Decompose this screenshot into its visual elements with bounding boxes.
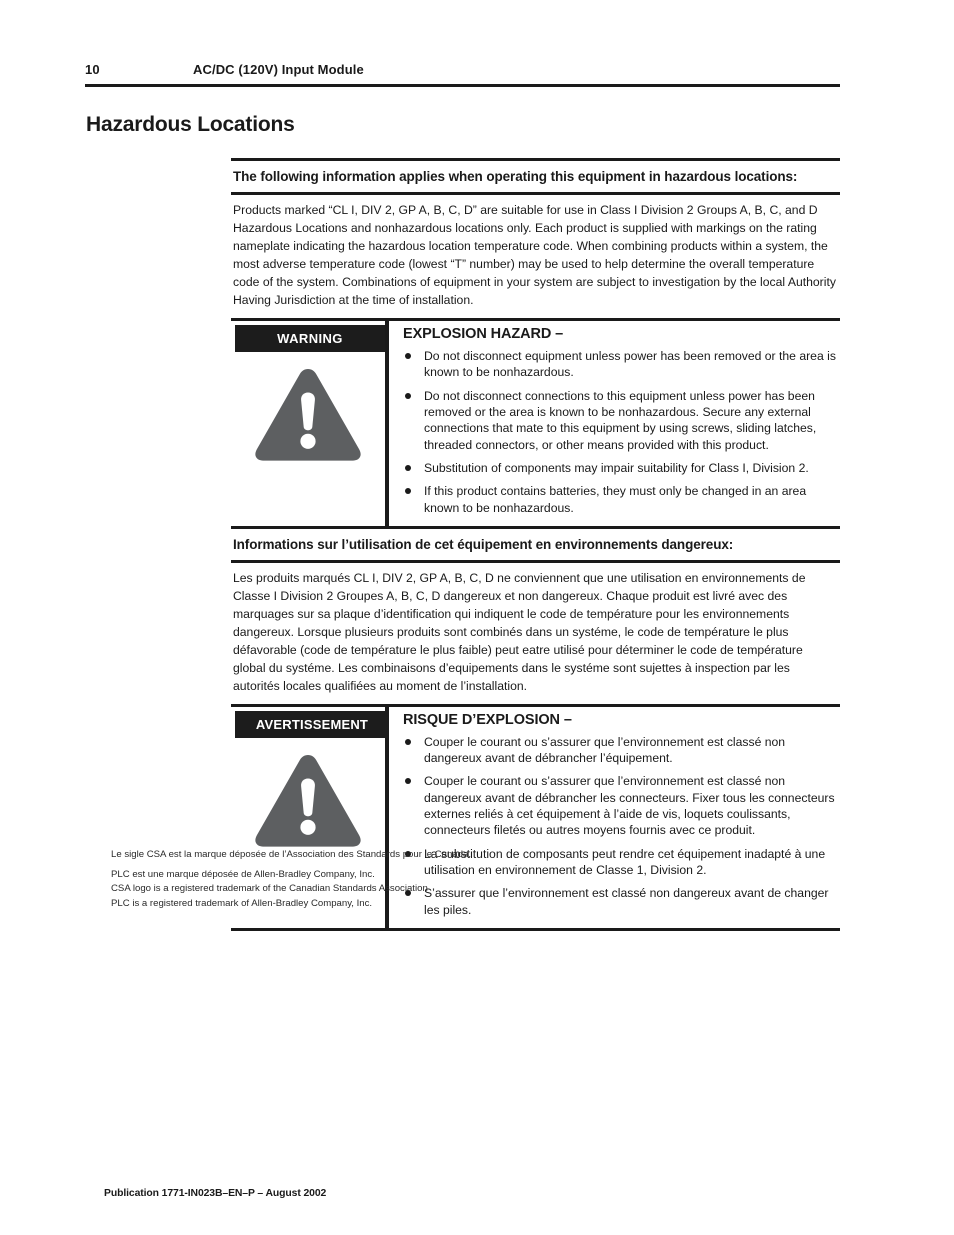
bullet-dot-icon [405, 353, 411, 359]
warning-bullet-list [403, 348, 840, 516]
list-item-text: La substitution de composants peut rendre cet équipement inadapté à une utilisation en environnement de Classe 1, Division 2. [424, 846, 826, 878]
page-title: Hazardous Locations [86, 113, 295, 136]
french-body: Les produits marqués CL I, DIV 2, GP A, B, C, D ne conviennent que une utilisation en environnements de Classe I Division 2 Groupes A, B, C, D dangereux et non dangereux. Chaque produit est livré avec des marquages sur sa plaque d’identification qui indiquent le code de température pour les environnements dangereux. Lorsque plusieurs produits sont combinés dans un systéme, le code de température le plus défavorable (code de température le plus faible) peut eatre utilisé pour déterminer le code de température global du systéme. Les combinaisons d’equipements dans le systéme sont sujettes à inspection par les autorités locales qualifiées au moment de l’installation. [233, 571, 806, 693]
hazard-title: EXPLOSION HAZARD – [403, 325, 564, 342]
list-item-text: Couper le courant ou s’assurer que l’environnement est classé non dangereux avant de débrancher les connecteurs. Fixer tous les connecteurs externes reliés à cet équipement à l’aide de vis, loquets coulissants, connecteurs filetés ou autres moyens fournis avec ce produit. [424, 774, 835, 838]
list-item-text: Couper le courant ou s’assurer que l’environnement est classé non dangereux avant de débrancher l’équipement. [424, 734, 786, 765]
list-item-text: Do not disconnect equipment unless power has been removed or the area is known to be nonhazardous. [424, 348, 836, 380]
list-item [403, 348, 840, 381]
header-rule [85, 84, 840, 87]
warning-triangle-icon [231, 751, 385, 851]
list-item [403, 773, 840, 838]
english-heading: The following information applies when operating this equipment in hazardous locations: [233, 169, 798, 184]
warning-label-text: WARNING [277, 330, 343, 346]
list-item-text: Substitution of components may impair suitability for Class I, Division 2. [424, 460, 809, 475]
warning-block-english [231, 321, 840, 526]
french-heading: Informations sur l’utilisation de cet équipement en environnements dangereux: [233, 536, 734, 552]
bullet-dot-icon [405, 778, 411, 784]
warning-label-band [235, 325, 385, 352]
english-body: Products marked “CL I, DIV 2, GP A, B, C, D” are suitable for use in Class I Division 2 Groups A, B, C, and D Hazardous Locations and nonhazardous locations only. Each product is supplied with markings on the rating nameplate indicating the hazardous location temperature code. When combining products within a system, the most adverse temperature code (lowest “T” number) may be used to help determine the overall temperature code of the system. Combinations of equipment in your system are subject to investigation by the local Authority Having Jurisdiction at the time of installation. [233, 203, 836, 307]
list-item-text: If this product contains batteries, they must only be changed in an area known to be nonhazardous. [424, 484, 807, 515]
footnote-item: PLC is a registered trademark of Allen-Bradley Company, Inc. [111, 897, 373, 909]
bullet-dot-icon [405, 739, 411, 745]
warning-icon-cell [231, 321, 385, 526]
list-item [403, 734, 840, 767]
divider-rule [231, 928, 840, 931]
footnote-item: Le sigle CSA est la marque déposée de l’Association des Standards pour le Canada. [111, 849, 471, 860]
warning-text-cell [389, 321, 840, 526]
warning-label-text: AVERTISSEMENT [255, 716, 369, 732]
footnote-item: PLC est une marque déposée de Allen-Bradley Company, Inc. [111, 868, 375, 880]
content-column [231, 158, 840, 931]
page-number: 10 [85, 62, 100, 77]
running-title: AC/DC (120V) Input Module [193, 62, 364, 77]
footnote-item: CSA logo is a registered trademark of the Canadian Standards Association [111, 883, 428, 894]
list-item [403, 388, 840, 453]
bullet-dot-icon [405, 465, 411, 471]
list-item-text: S’assurer que l’environnement est classé non dangereux avant de changer les piles. [424, 886, 829, 917]
list-item-text: Do not disconnect connections to this equipment unless power has been removed or the area is known to be nonhazardous. Secure any external connections that mate to this equipment by using screws, sliding latches, threaded connectors, or other means provided with this product. [424, 388, 817, 452]
warning-triangle-icon [231, 365, 385, 465]
publication-footer: Publication 1771-IN023B–EN–P – August 2002 [104, 1188, 327, 1199]
bullet-dot-icon [405, 488, 411, 494]
hazard-title: RISQUE D’EXPLOSION – [403, 711, 572, 728]
bullet-dot-icon [405, 393, 411, 399]
list-item [403, 460, 840, 476]
warning-label-band [235, 711, 389, 738]
footnotes [111, 849, 811, 909]
running-header [85, 62, 840, 82]
list-item [403, 483, 840, 516]
